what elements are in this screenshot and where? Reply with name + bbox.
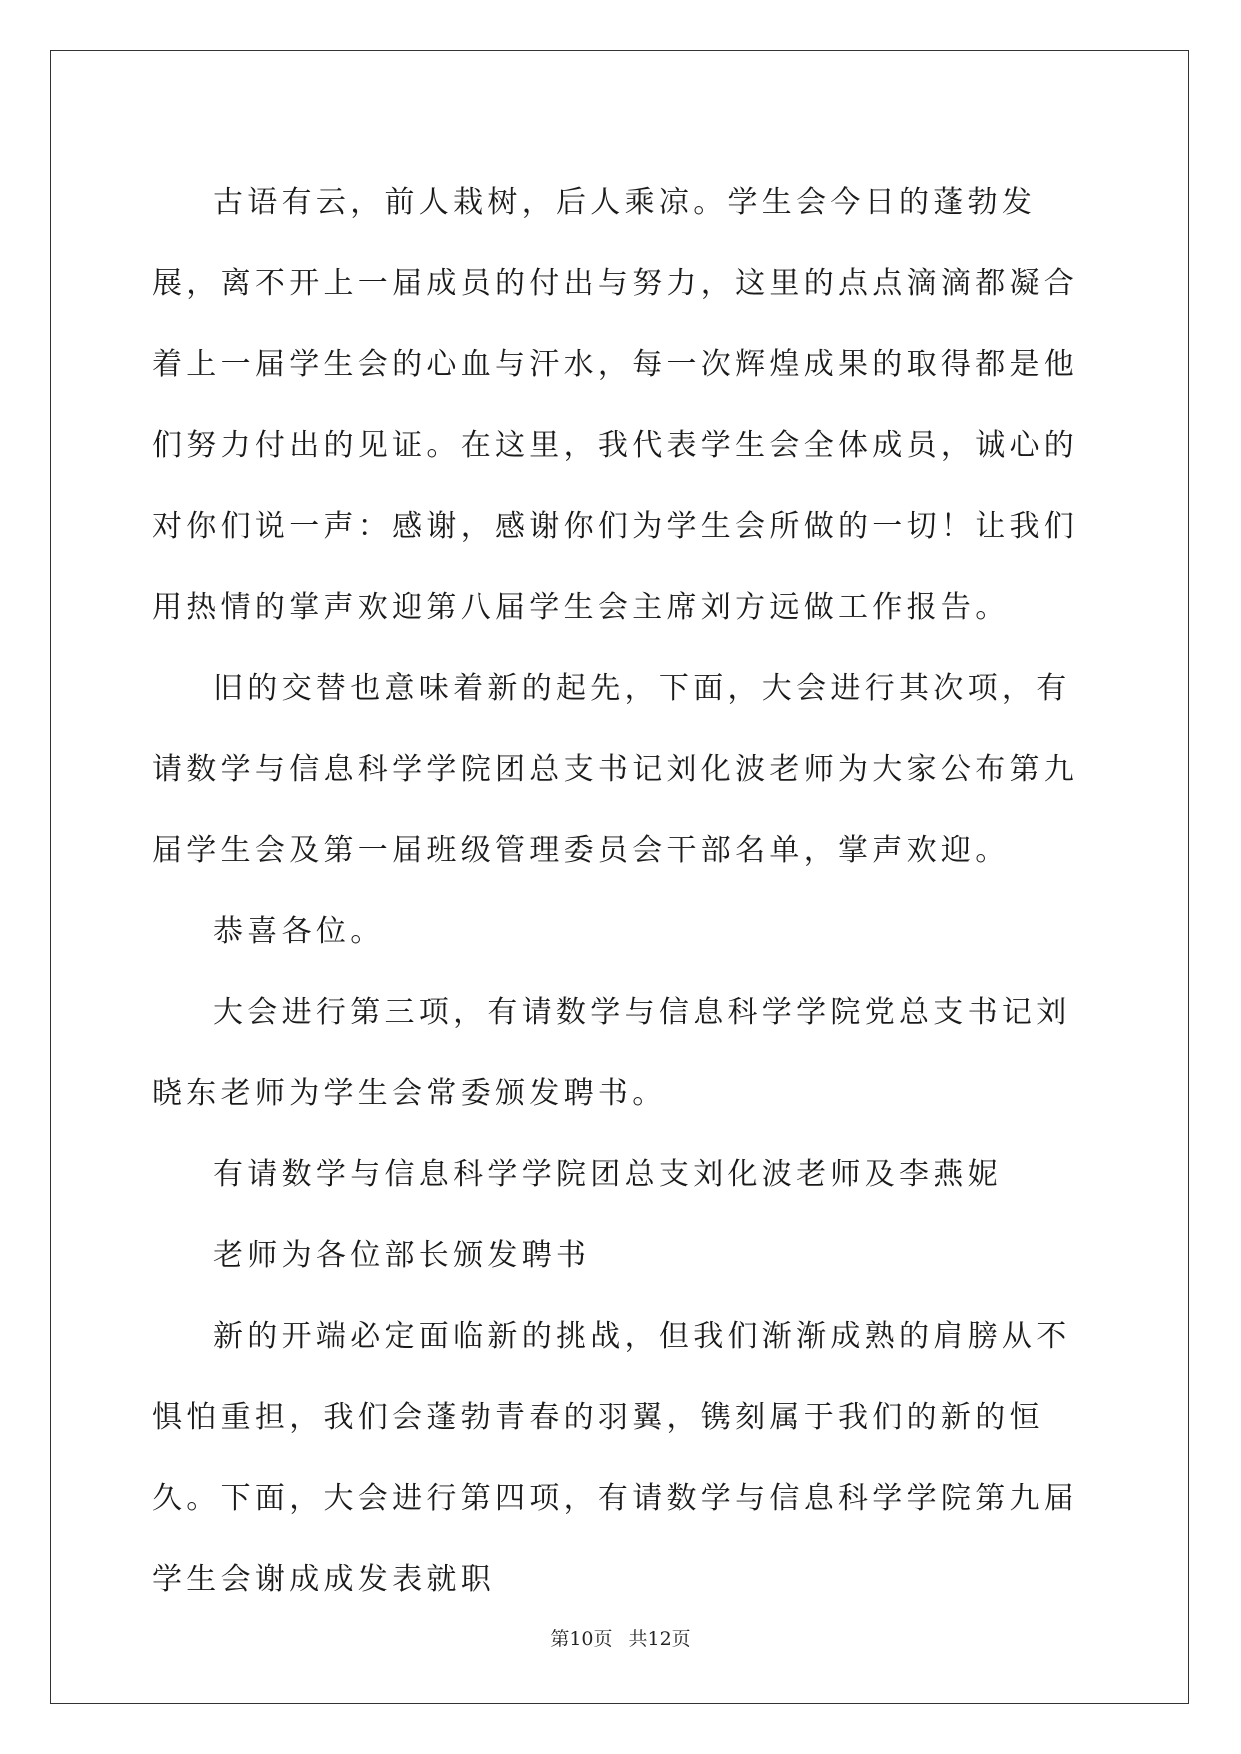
page-footer	[0, 1624, 1241, 1651]
paragraph-3: 恭喜各位。	[213, 914, 385, 949]
paragraph-7: 新的开端必定面临新的挑战，但我们渐渐成熟的肩膀从不惧怕重担，我们会蓬勃青春的羽翼，镌刻属于我们的新的恒久。下面，大会进行第四项，有请数学与信息科学学院第九届学生会谢成成发表就职	[152, 1319, 1079, 1597]
paragraph-6: 老师为各位部长颁发聘书	[213, 1238, 591, 1273]
paragraph-4: 大会进行第三项，有请数学与信息科学学院党总支书记刘晓东老师为学生会常委颁发聘书。	[152, 995, 1071, 1111]
page-number-total: 共12页	[628, 1628, 691, 1650]
document-body	[152, 162, 1088, 1620]
paragraph-2: 旧的交替也意味着新的起先，下面，大会进行其次项，有请数学与信息科学学院团总支书记刘化波老师为大家公布第九届学生会及第一届班级管理委员会干部名单，掌声欢迎。	[152, 671, 1079, 868]
paragraph-5: 有请数学与信息科学学院团总支刘化波老师及李燕妮	[213, 1157, 1002, 1192]
page-number-current: 第10页	[550, 1628, 613, 1650]
paragraph-1: 古语有云，前人栽树，后人乘凉。学生会今日的蓬勃发展，离不开上一届成员的付出与努力，这里的点点滴滴都凝合着上一届学生会的心血与汗水，每一次辉煌成果的取得都是他们努力付出的见证。在这里，我代表学生会全体成员，诚心的对你们说一声：感谢，感谢你们为学生会所做的一切！让我们用热情的掌声欢迎第八届学生会主席刘方远做工作报告。	[152, 185, 1079, 625]
